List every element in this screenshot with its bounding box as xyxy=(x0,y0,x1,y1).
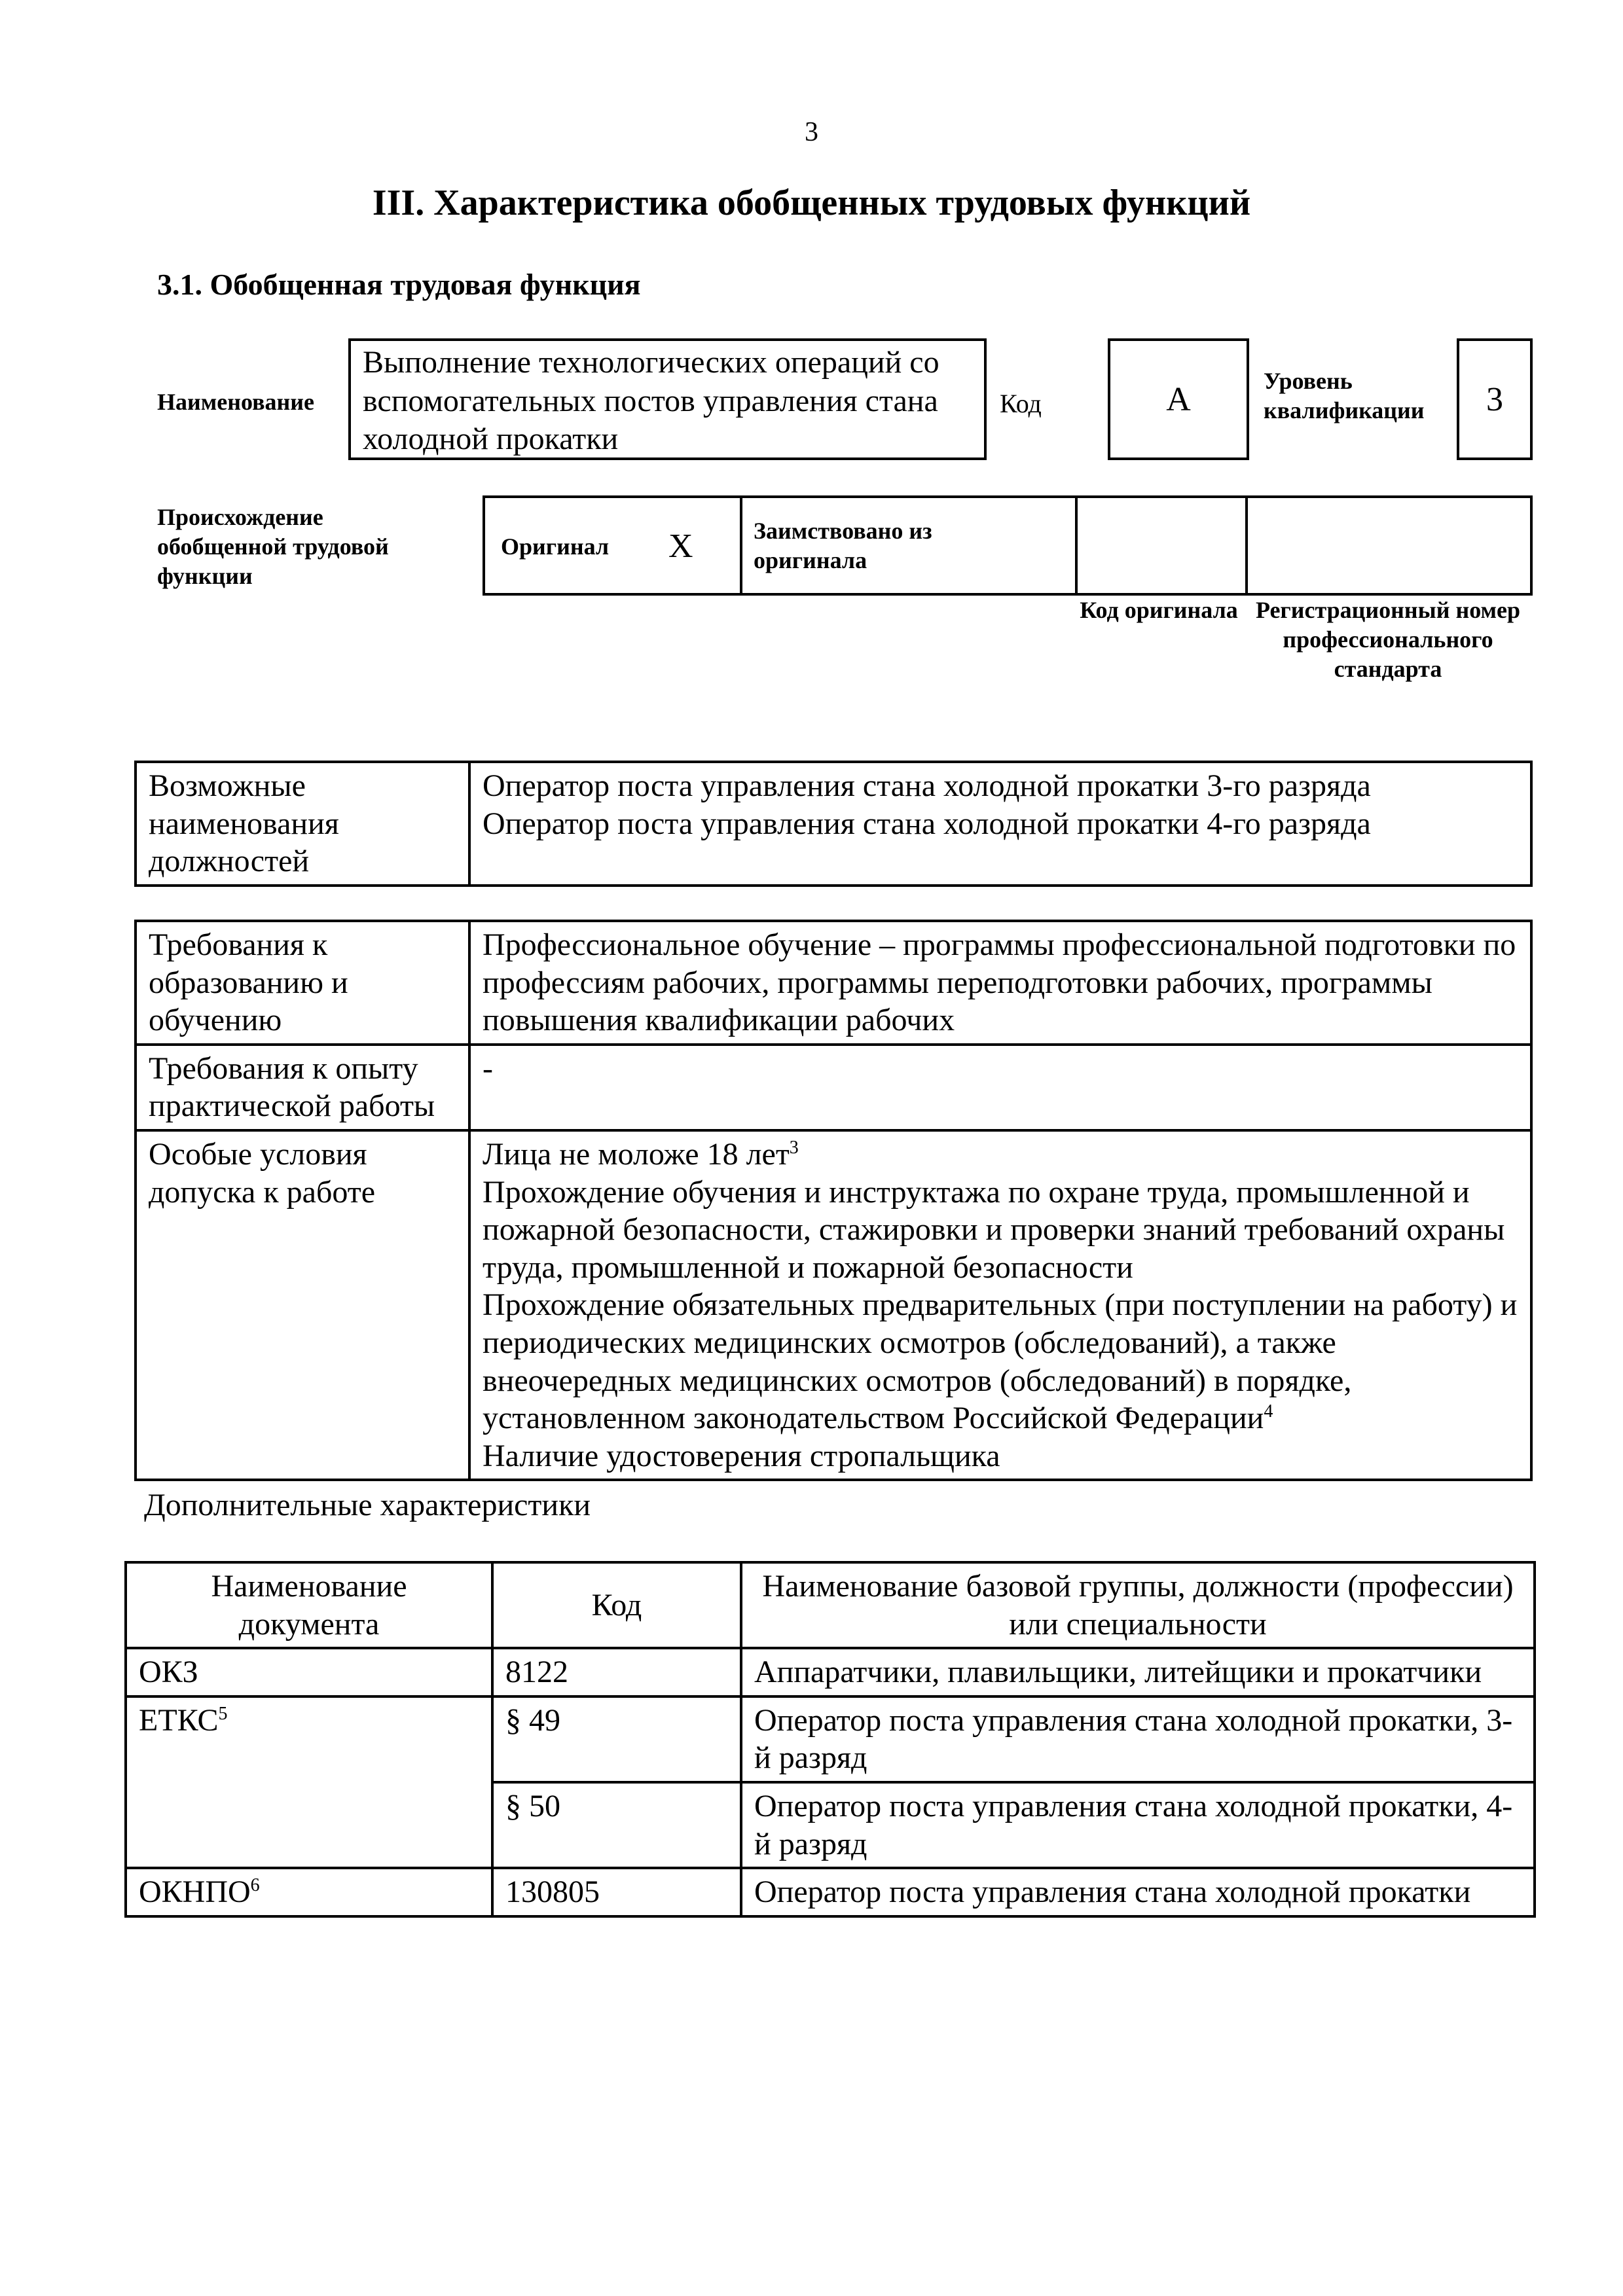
table-row xyxy=(126,1696,1535,1782)
name-cell: Оператор поста управления стана холодной прокатки, 4-й разряд xyxy=(741,1782,1535,1868)
subsection-title: 3.1. Обобщенная трудовая функция xyxy=(157,268,641,301)
experience-value: - xyxy=(469,1045,1531,1130)
table-row xyxy=(136,1045,1531,1130)
original-label: Оригинал xyxy=(501,533,610,560)
condition-line: Наличие удостоверения стропальщика xyxy=(483,1438,1000,1473)
education-value: Профессиональное обучение – программы профессиональной подготовки по профессиям рабочих, программы переподготовки рабочих, программы повышения квалификации рабочих xyxy=(469,921,1531,1045)
footnote-ref: 5 xyxy=(218,1703,228,1724)
positions-values xyxy=(469,762,1531,886)
additional-table xyxy=(124,1561,1536,1918)
footnote-ref: 4 xyxy=(1264,1401,1273,1422)
header-group-name: Наименование базовой группы, должности (профессии) или специальности xyxy=(741,1562,1535,1648)
requirements-table xyxy=(134,920,1533,1481)
doc-cell: ОКНПО$^6$ xyxy=(126,1868,492,1916)
experience-label: Требования к опыту практической работы xyxy=(136,1045,469,1130)
header-document: Наименование документа xyxy=(126,1562,492,1648)
table-row xyxy=(136,1130,1531,1480)
special-conditions-value xyxy=(469,1130,1531,1480)
code-value-box xyxy=(1108,338,1249,460)
level-value: 3 xyxy=(1486,380,1503,418)
footnote-ref: 3 xyxy=(789,1137,799,1158)
function-name-value: Выполнение технологических операций со вспомогательных постов управления стана холодной прокатки xyxy=(363,345,939,457)
special-conditions-label: Особые условия допуска к работе xyxy=(136,1130,469,1480)
code-cell: 8122 xyxy=(492,1648,741,1696)
additional-title: Дополнительные характеристики xyxy=(144,1488,591,1522)
doc-cell: ЕТКС$^5$ xyxy=(126,1696,492,1868)
position-item: Оператор поста управления стана холодной прокатки 3-го разряда xyxy=(483,768,1371,803)
borrowed-label: Заимствовано из оригинала xyxy=(754,518,932,573)
table-row xyxy=(126,1562,1535,1648)
code-original-caption: Код оригинала xyxy=(1080,597,1238,623)
table-row xyxy=(136,921,1531,1045)
footnote-ref: 6 xyxy=(250,1875,260,1896)
code-label: Код xyxy=(1000,389,1042,418)
header-code: Код xyxy=(492,1562,741,1648)
origin-label: Происхождение обобщенной трудовой функции xyxy=(157,504,389,589)
origin-box xyxy=(483,495,1533,596)
condition-line: Прохождение обязательных предварительных (при поступлении на работу) и периодических медицинских осмотров (обследований), а также внеочередных медицинских осмотров (обследований) в порядке, установленном законодательством Российской Федерации$^4$ xyxy=(483,1287,1518,1436)
condition-line: Прохождение обучения и инструктажа по охране труда, промышленной и пожарной безопасности, стажировки и проверки знаний требований охраны труда, промышленной и пожарной безопасности xyxy=(483,1174,1505,1285)
original-mark: Х xyxy=(668,528,693,565)
name-cell: Оператор поста управления стана холодной прокатки xyxy=(741,1868,1535,1916)
doc-cell: ОКЗ xyxy=(126,1648,492,1696)
name-label: Наименование xyxy=(157,389,314,415)
table-row xyxy=(126,1648,1535,1696)
code-cell: § 49 xyxy=(492,1696,741,1782)
function-name-box xyxy=(348,338,987,460)
reg-number-caption: Регистрационный номер профессионального стандарта xyxy=(1255,597,1521,682)
education-label: Требования к образованию и обучению xyxy=(136,921,469,1045)
table-row xyxy=(126,1868,1535,1916)
table-row xyxy=(136,762,1531,886)
level-value-box xyxy=(1457,338,1533,460)
name-cell: Аппаратчики, плавильщики, литейщики и прокатчики xyxy=(741,1648,1535,1696)
page-number: 3 xyxy=(805,117,818,147)
section-title: III. Характеристика обобщенных трудовых функций xyxy=(372,183,1251,223)
code-cell: 130805 xyxy=(492,1868,741,1916)
condition-line: Лица не моложе 18 лет$^3$ xyxy=(483,1136,799,1172)
code-cell: § 50 xyxy=(492,1782,741,1868)
position-item: Оператор поста управления стана холодной прокатки 4-го разряда xyxy=(483,806,1371,841)
positions-table xyxy=(134,761,1533,887)
positions-label: Возможные наименования должностей xyxy=(136,762,469,886)
level-label: Уровень квалификации xyxy=(1264,368,1425,423)
name-cell: Оператор поста управления стана холодной прокатки, 3-й разряд xyxy=(741,1696,1535,1782)
code-value: А xyxy=(1166,380,1191,418)
